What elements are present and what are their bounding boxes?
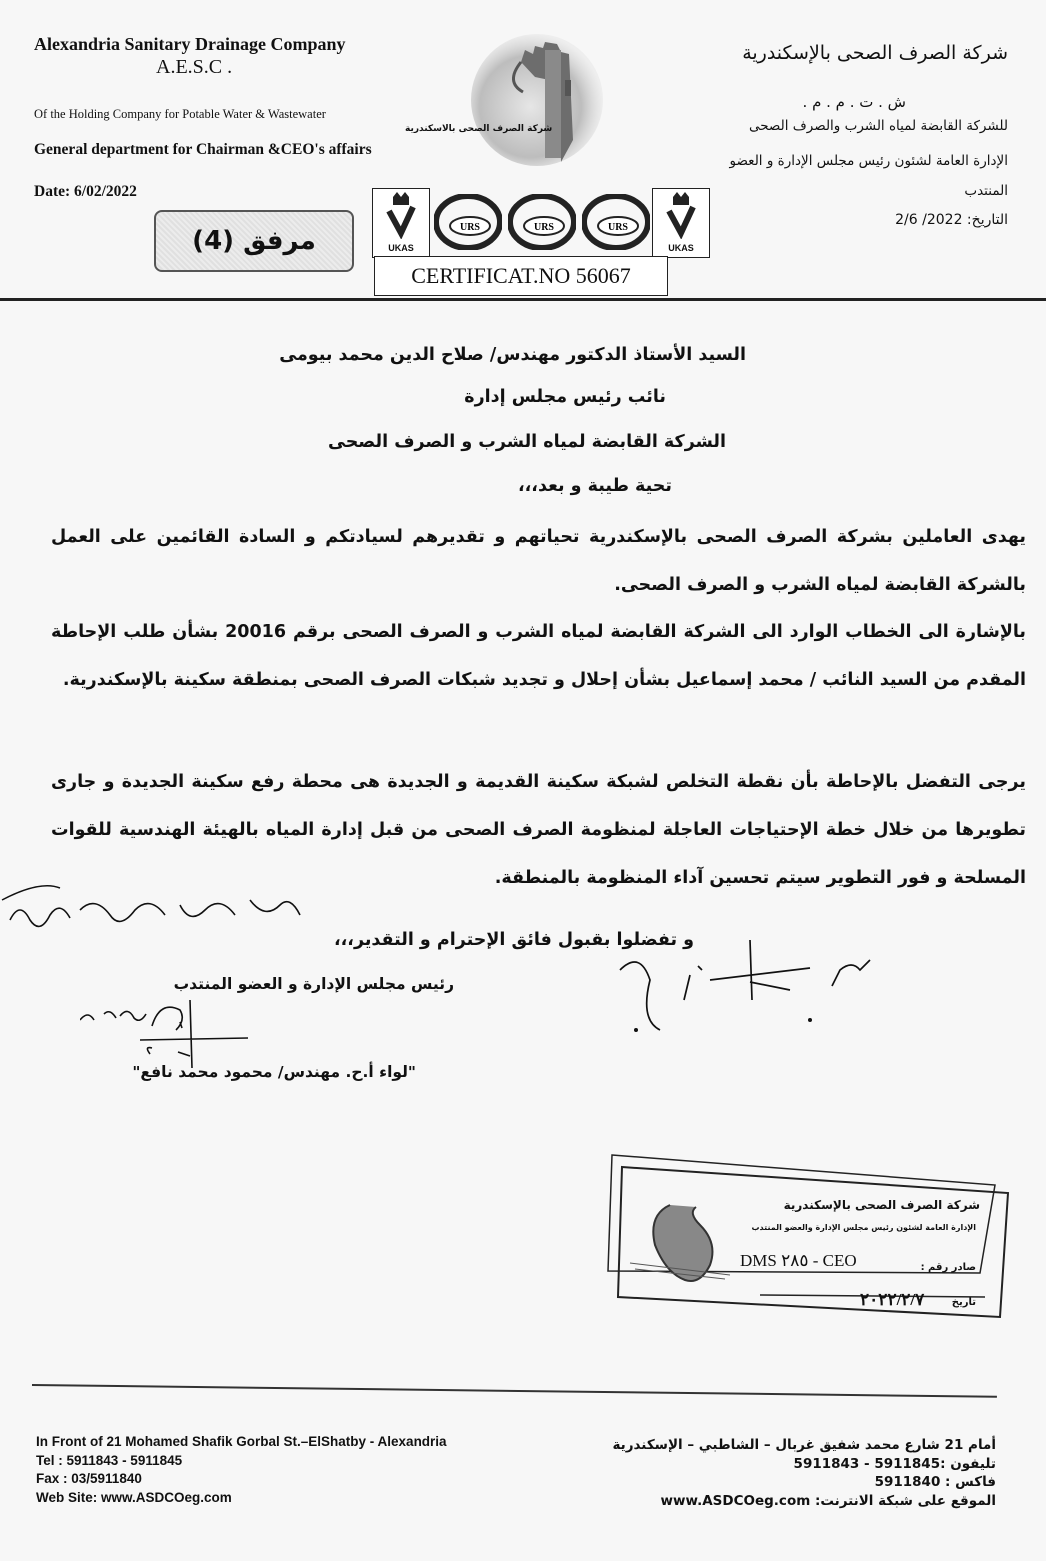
body-paragraph: بالإشارة الى الخطاب الوارد الى الشركة القابضة لمياه الشرب و الصرف الصحى برقم 20016 بشأن طلب الإحاطة المقدم من السيد النائب / محمد إسماعيل بشأن إحلال و تجديد شبكات الصرف الصحى بمنطقة سكينة بالإسكندرية. (51, 622, 1027, 690)
footer-contact-ar (612, 1436, 996, 1510)
company-name-ar: شركة الصرف الصحى بالإسكندرية (742, 42, 1008, 64)
signatory-name: "لواء أ.ح. مهندس/ محمود محمد نافع" (132, 1063, 416, 1081)
addressee-name: السيد الأستاذ الدكتور مهندس/ صلاح الدين محمد بيومى (279, 345, 746, 365)
svg-text:URS: URS (533, 222, 555, 233)
department-ar: الإدارة العامة لشئون رئيس مجلس الإدارة و العضو المنتدب (729, 153, 1008, 199)
stamp-department: الإدارة العامة لشئون رئيس مجلس الإدارة والعضو المنتدب (751, 1223, 976, 1232)
certification-marks (372, 188, 708, 256)
stamp-date-label: تاريخ (951, 1297, 976, 1308)
company-logo (465, 22, 615, 172)
chairman-signature (80, 1000, 280, 1070)
urs-seal-icon (582, 194, 650, 250)
ukas-mark (372, 188, 430, 258)
crown-check-icon (653, 189, 709, 239)
ukas-label: UKAS (388, 243, 414, 253)
footer-website-ar[interactable]: الموقع على شبكة الانترنت: www.ASDCOeg.com (660, 1492, 996, 1509)
logo-caption: شركة الصرف الصحى بالاسكندرية (405, 124, 553, 134)
date-en: Date: 6/02/2022 (34, 183, 137, 200)
greeting: تحية طيبة و بعد،،، (518, 476, 672, 496)
date-ar: التاريخ: 2022/ 2/6 (895, 212, 1008, 228)
body-paragraph: يرجى التفضل بالإحاطة بأن نقطة التخلص لشبكة سكينة القديمة و الجديدة هى محطة رفع سكينة الجديدة و جارى تطويرها من خلال خطة الإحتياجات العاجلة لمنظومة الصرف الصحى من قبل إدارة المياه بالهيئة الهندسية للقوات المسلحة و فور التطوير سيتم تحسين آداء المنظومة بالمنطقة. (51, 772, 1026, 888)
department-en: General department for Chairman &CEO's affairs (34, 141, 372, 158)
holding-company-en: Of the Holding Company for Potable Water & Wastewater (34, 107, 326, 121)
certificate-number: CERTIFICAT.NO 56067 (374, 256, 668, 296)
svg-text:URS: URS (459, 222, 481, 233)
company-name-en: Alexandria Sanitary Drainage Company (34, 34, 346, 54)
footer-contact-en (36, 1433, 447, 1507)
handwritten-note (0, 880, 320, 940)
stamp-reference-number: DMS ٢٨٥ - CEO (740, 1251, 857, 1270)
footer-address-en: In Front of 21 Mohamed Shafik Gorbal St.–ElShatby - Alexandria (36, 1434, 447, 1449)
closing-line: و تفضلوا بقبول فائق الإحترام و التقدير،،، (334, 930, 694, 950)
stamp-date (860, 1290, 976, 1310)
addressee-title: نائب رئيس مجلس إدارة (464, 387, 666, 407)
stamp-company-name: شركة الصرف الصحى بالإسكندرية (783, 1198, 980, 1212)
footer-phone-en: Tel : 5911843 - 5911845 (36, 1452, 183, 1468)
holding-company-ar: للشركة القابضة لمياه الشرب والصرف الصحى (748, 118, 1008, 134)
addressee-organization: الشركة القابضة لمياه الشرب و الصرف الصحى (327, 432, 726, 452)
svg-text:URS: URS (607, 222, 629, 233)
header-divider (0, 298, 1046, 301)
signatory-title: رئيس مجلس الإدارة و العضو المنتدب (173, 975, 454, 993)
stamp-date-value: ٢٠٢٢/٢/٧ (860, 1290, 925, 1309)
body-paragraph: يهدى العاملين بشركة الصرف الصحى بالإسكندرية تحياتهم و تقديرهم لسيادتكم و السادة القائمين على العمل بالشركة القابضة لمياه الشرب و الصرف الصحى. (51, 527, 1026, 595)
footer-divider (32, 1384, 997, 1398)
crown-check-icon (373, 189, 429, 239)
approval-signature (600, 930, 900, 1040)
urs-seal-icon (508, 194, 576, 250)
attachment-badge (154, 210, 354, 272)
footer-fax-en: Fax : 03/5911840 (36, 1471, 142, 1486)
company-abbreviation-ar: ش . ت . م . م . (802, 93, 906, 111)
ukas-label: UKAS (668, 243, 694, 253)
footer-fax-ar: فاكس : 5911840 (874, 1474, 996, 1490)
footer-address-ar: أمام 21 شارع محمد شفيق غربال – الشاطبي – الإسكندرية (612, 1437, 996, 1453)
attachment-label: مرفق (4) (192, 226, 316, 256)
stamp-issued-label: صادر رقم : (920, 1262, 976, 1273)
company-abbreviation-en: A.E.S.C . (156, 56, 233, 78)
ukas-mark (652, 188, 710, 258)
footer-phone-ar: تليفون :5911845 - 5911843 (793, 1455, 996, 1472)
urs-seal-icon (434, 194, 502, 250)
footer-website-en[interactable]: Web Site: www.ASDCOeg.com (36, 1489, 232, 1505)
